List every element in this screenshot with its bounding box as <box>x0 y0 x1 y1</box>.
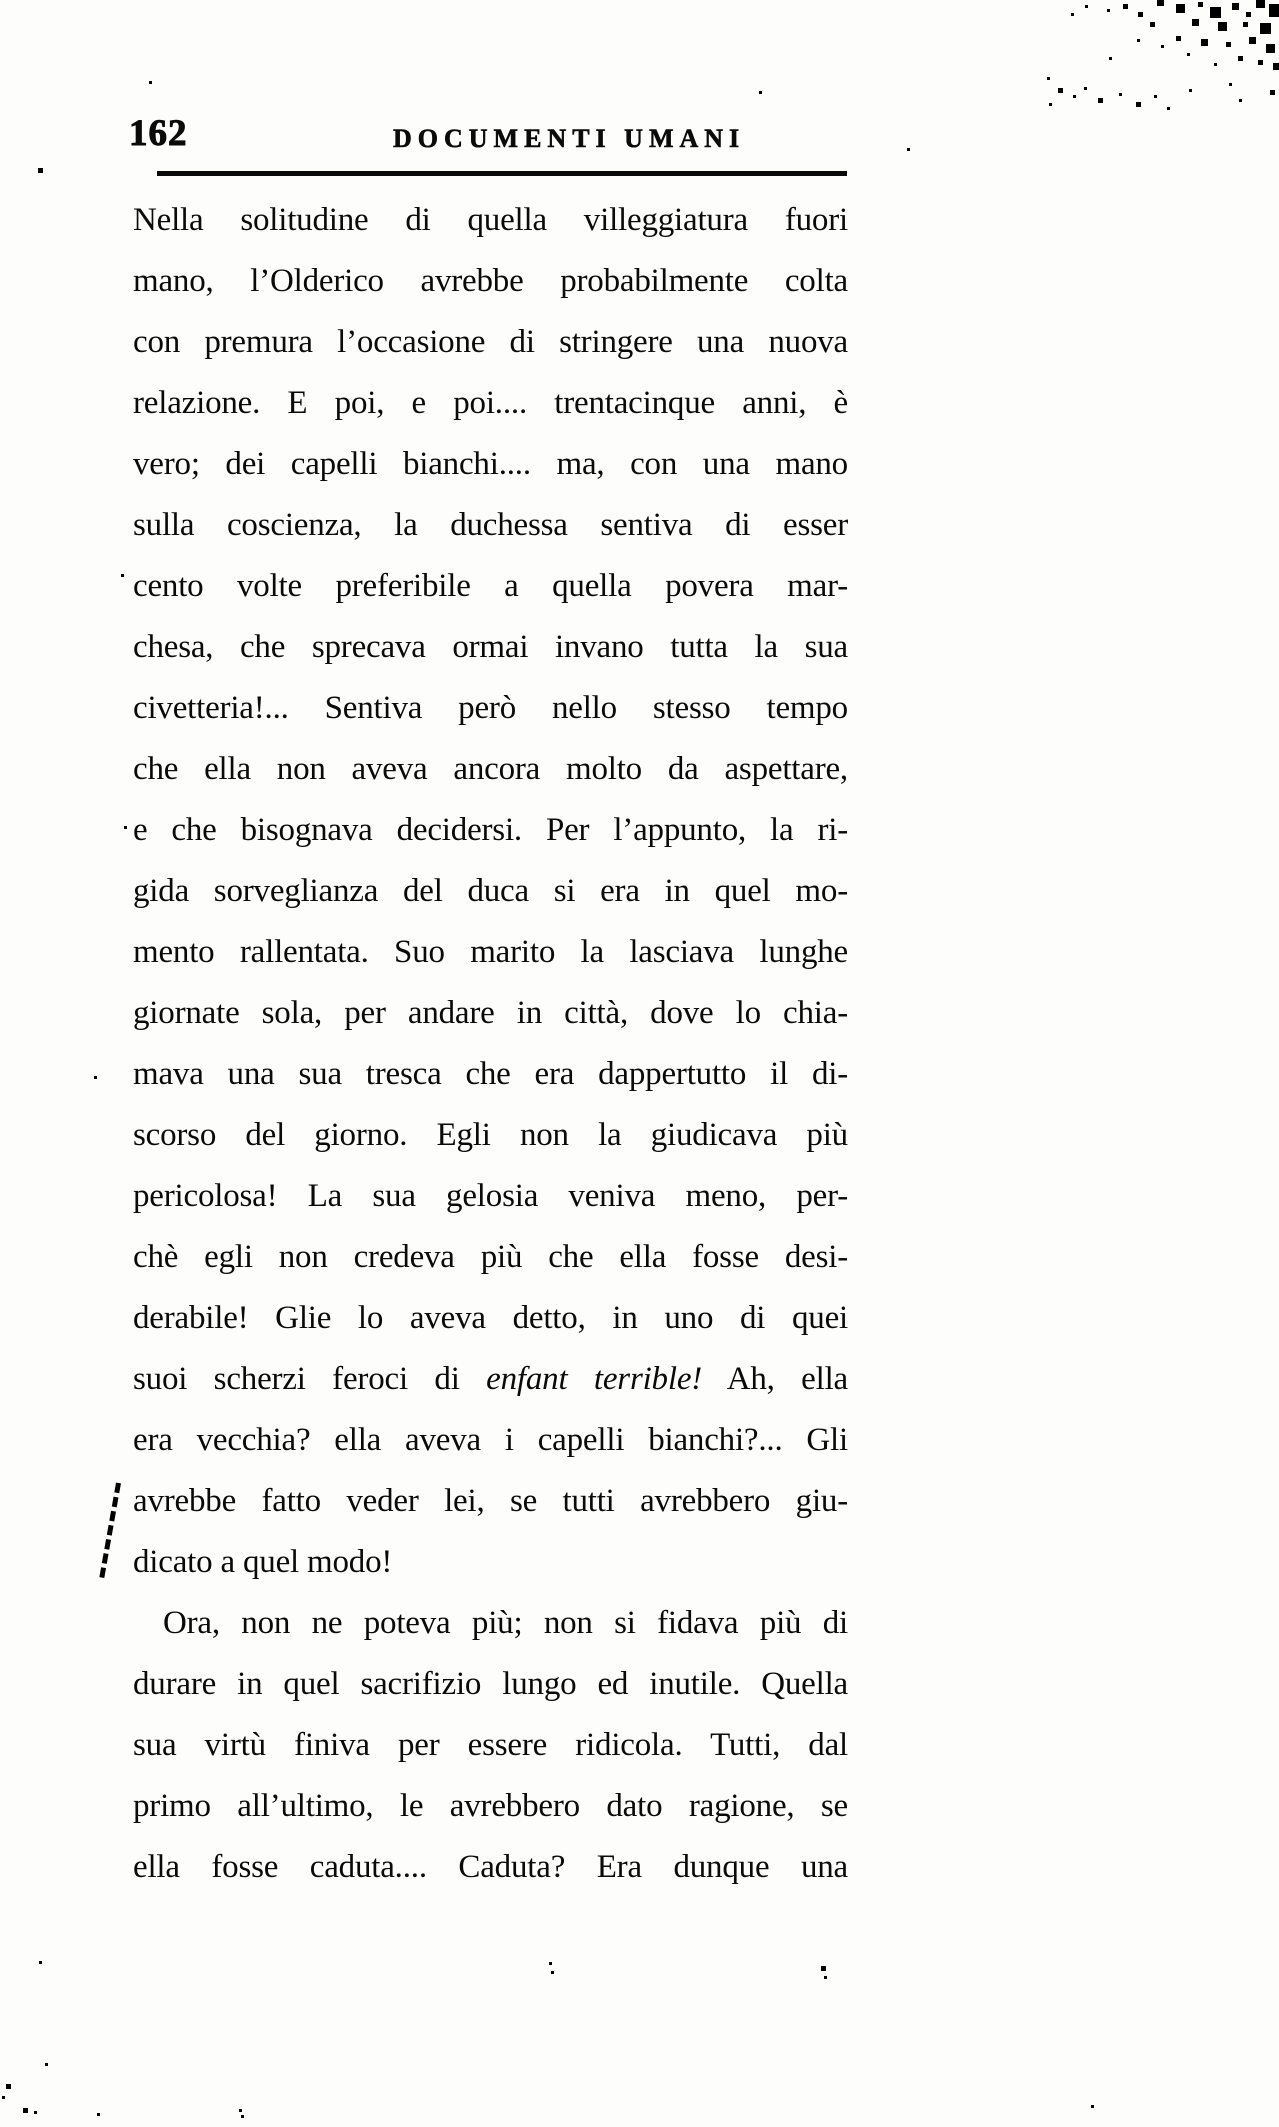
text-segment: civetteria!... Sentiva però nello stesso tempo <box>133 690 848 726</box>
header-rule <box>157 171 847 176</box>
text-line <box>133 251 848 312</box>
text-segment: sua virtù finiva per essere ridicola. Tutti, dal <box>133 1727 848 1763</box>
body-text <box>133 190 848 1898</box>
text-line <box>133 1715 848 1776</box>
text-line <box>133 1105 848 1166</box>
text-line <box>133 190 848 251</box>
text-segment: scorso del giorno. Egli non la giudicava più <box>133 1117 848 1153</box>
text-segment: giornate sola, per andare in città, dove lo chia- <box>133 995 848 1031</box>
text-segment: cento volte preferibile a quella povera mar- <box>133 568 848 604</box>
text-line <box>133 1349 848 1410</box>
text-segment: suoi scherzi feroci di <box>133 1361 487 1397</box>
text-line <box>133 983 848 1044</box>
text-line <box>133 1410 848 1471</box>
text-segment: con premura l’occasione di stringere una nuova <box>133 324 848 360</box>
text-line <box>133 434 848 495</box>
margin-pencil-mark <box>99 1483 121 1578</box>
scan-specks <box>0 0 1 1</box>
text-line <box>133 1166 848 1227</box>
text-segment: pericolosa! La sua gelosia veniva meno, per- <box>133 1178 848 1214</box>
text-segment: era vecchia? ella aveva i capelli bianchi?... Gli <box>133 1422 848 1458</box>
text-line <box>133 617 848 678</box>
text-segment: avrebbe fatto veder lei, se tutti avrebbero giu- <box>133 1483 848 1519</box>
text-segment: mava una sua tresca che era dappertutto il di- <box>133 1056 848 1092</box>
text-line <box>133 1044 848 1105</box>
text-segment: ella fosse caduta.... Caduta? Era dunque una <box>133 1849 848 1885</box>
text-segment: durare in quel sacrifizio lungo ed inutile. Quella <box>133 1666 848 1702</box>
text-line <box>133 922 848 983</box>
text-line <box>133 1654 848 1715</box>
text-line <box>133 1288 848 1349</box>
text-line <box>133 312 848 373</box>
text-line <box>133 739 848 800</box>
text-line <box>133 861 848 922</box>
text-segment: Nella solitudine di quella villeggiatura fuori <box>133 202 848 238</box>
text-line <box>133 800 848 861</box>
page-number: 162 <box>129 113 188 154</box>
text-line <box>133 1593 848 1654</box>
running-head: DOCUMENTI UMANI <box>393 124 746 153</box>
text-segment: primo all’ultimo, le avrebbero dato ragione, se <box>133 1788 848 1824</box>
text-segment: chesa, che sprecava ormai invano tutta la sua <box>133 629 848 665</box>
text-line <box>133 1471 848 1532</box>
text-segment: sulla coscienza, la duchessa sentiva di esser <box>133 507 848 543</box>
text-line <box>133 373 848 434</box>
text-line <box>133 1776 848 1837</box>
italic-text-segment: enfant terrible! <box>486 1361 703 1397</box>
text-segment: chè egli non credeva più che ella fosse desi- <box>133 1239 848 1275</box>
text-line <box>133 1227 848 1288</box>
text-line <box>133 678 848 739</box>
text-segment: che ella non aveva ancora molto da aspettare, <box>133 751 848 787</box>
text-segment: Ora, non ne poteva più; non si fidava più di <box>163 1605 848 1641</box>
text-segment: e che bisognava decidersi. Per l’appunto, la ri- <box>133 812 848 848</box>
text-segment: vero; dei capelli bianchi.... ma, con una mano <box>133 446 848 482</box>
text-line <box>133 1837 848 1898</box>
text-segment: mento rallentata. Suo marito la lasciava lunghe <box>133 934 848 970</box>
text-line <box>133 495 848 556</box>
text-segment: dicato a quel modo! <box>133 1544 393 1580</box>
text-segment: mano, l’Olderico avrebbe probabilmente colta <box>133 263 848 299</box>
text-segment: derabile! Glie lo aveva detto, in uno di quei <box>133 1300 848 1336</box>
scan-stain <box>990 0 991 1</box>
text-segment: gida sorveglianza del duca si era in quel mo- <box>133 873 848 909</box>
text-line <box>133 1532 848 1593</box>
text-segment: relazione. E poi, e poi.... trentacinque anni, è <box>133 385 848 421</box>
text-segment: Ah, ella <box>702 1361 849 1397</box>
text-line <box>133 556 848 617</box>
